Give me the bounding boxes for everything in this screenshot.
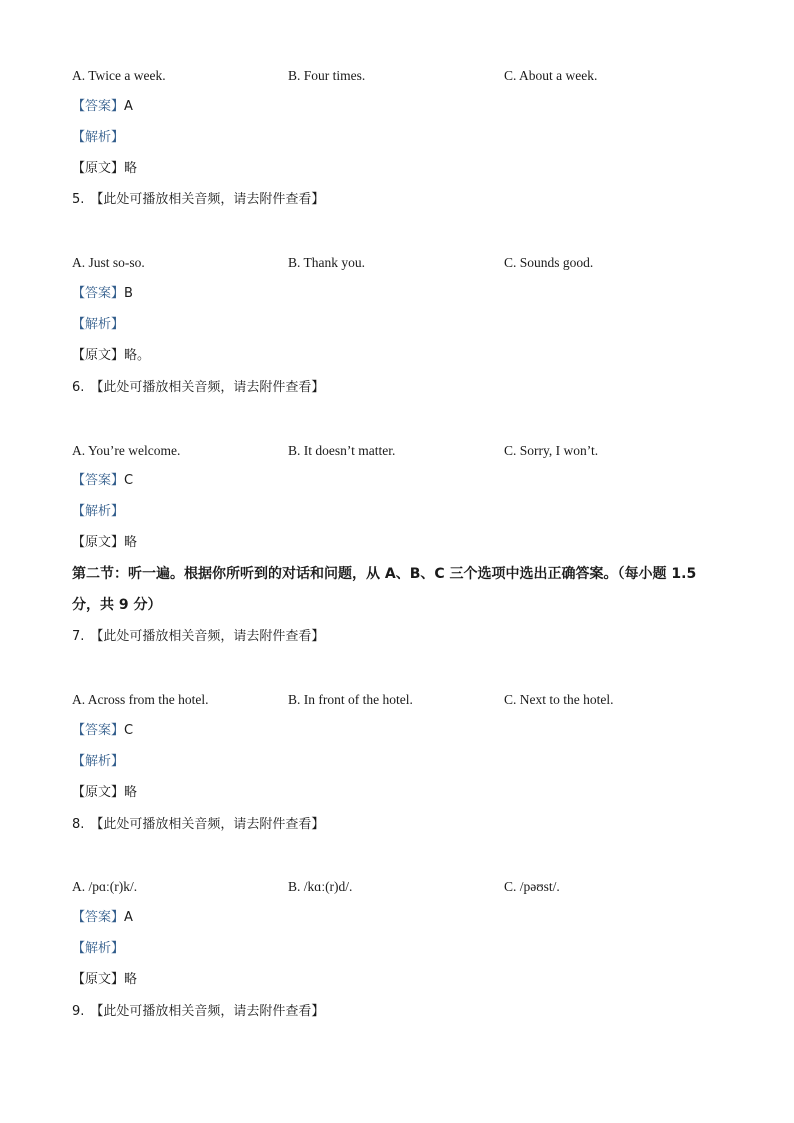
question-line — [72, 1002, 732, 1022]
answer-line — [72, 97, 732, 117]
option-c: C. About a week. — [504, 68, 598, 83]
answer-value: A — [124, 99, 133, 114]
analysis-line — [72, 315, 732, 335]
option-c: C. /pəʊst/. — [504, 879, 560, 894]
analysis-label: 【解析】 — [72, 504, 125, 519]
answer-label: 【答案】 — [72, 99, 125, 114]
answer-label: 【答案】 — [72, 286, 125, 301]
analysis-label: 【解析】 — [72, 941, 125, 956]
question-number: 9. — [72, 1004, 85, 1019]
audio-placeholder: 【此处可播放相关音频，请去附件查看】 — [90, 380, 325, 395]
analysis-label: 【解析】 — [72, 130, 125, 145]
answer-value: A — [124, 910, 133, 925]
option-a: A. Twice a week. — [72, 68, 166, 83]
section-heading: 第二节：听一遍。根据你所听到的对话和问题，从 A、B、C 三个选项中选出正确答案。（每小题 1.5 分，共 9 分） — [72, 566, 697, 613]
answer-value: B — [124, 286, 133, 301]
question-number: 8. — [72, 817, 85, 832]
audio-placeholder: 【此处可播放相关音频，请去附件查看】 — [90, 629, 325, 644]
analysis-label: 【解析】 — [72, 754, 125, 769]
option-b: B. In front of the hotel. — [288, 692, 413, 707]
analysis-label: 【解析】 — [72, 317, 125, 332]
answer-label: 【答案】 — [72, 473, 125, 488]
original-label: 【原文】 — [72, 785, 125, 800]
original-value: 略 — [124, 161, 138, 176]
original-line — [72, 346, 732, 366]
original-value: 略 — [124, 535, 138, 550]
option-b: B. Thank you. — [288, 255, 365, 270]
analysis-line — [72, 939, 732, 959]
original-label: 【原文】 — [72, 161, 125, 176]
question-line — [72, 627, 732, 647]
answer-value: C — [124, 723, 134, 738]
audio-placeholder: 【此处可播放相关音频，请去附件查看】 — [90, 192, 325, 207]
answer-line — [72, 721, 732, 741]
original-value: 略 — [124, 785, 138, 800]
option-a: A. /pɑː(r)k/. — [72, 879, 138, 894]
original-line — [72, 783, 732, 803]
answer-line — [72, 284, 732, 304]
question-number: 5. — [72, 192, 85, 207]
question-line — [72, 190, 732, 210]
original-line — [72, 533, 732, 553]
option-c: C. Sounds good. — [504, 255, 594, 270]
audio-placeholder: 【此处可播放相关音频，请去附件查看】 — [90, 817, 325, 832]
answer-line — [72, 471, 732, 491]
answer-line — [72, 908, 732, 928]
option-b: B. /kɑː(r)d/. — [288, 879, 353, 894]
answer-label: 【答案】 — [72, 910, 125, 925]
question-line — [72, 378, 732, 398]
original-label: 【原文】 — [72, 972, 125, 987]
answer-value: C — [124, 473, 134, 488]
answer-label: 【答案】 — [72, 723, 125, 738]
original-label: 【原文】 — [72, 348, 125, 363]
analysis-line — [72, 502, 732, 522]
option-b: B. It doesn’t matter. — [288, 443, 396, 458]
original-value: 略 — [124, 972, 138, 987]
option-a: A. Just so-so. — [72, 255, 145, 270]
analysis-line — [72, 752, 732, 772]
option-b: B. Four times. — [288, 68, 366, 83]
analysis-line — [72, 128, 732, 148]
option-a: A. Across from the hotel. — [72, 692, 209, 707]
original-label: 【原文】 — [72, 535, 125, 550]
question-number: 7. — [72, 629, 85, 644]
original-value: 略。 — [124, 348, 151, 363]
option-c: C. Sorry, I won’t. — [504, 443, 599, 458]
audio-placeholder: 【此处可播放相关音频，请去附件查看】 — [90, 1004, 325, 1019]
question-number: 6. — [72, 380, 85, 395]
original-line — [72, 970, 732, 990]
question-line — [72, 815, 732, 835]
option-c: C. Next to the hotel. — [504, 692, 614, 707]
option-a: A. You’re welcome. — [72, 443, 181, 458]
original-line — [72, 159, 732, 179]
